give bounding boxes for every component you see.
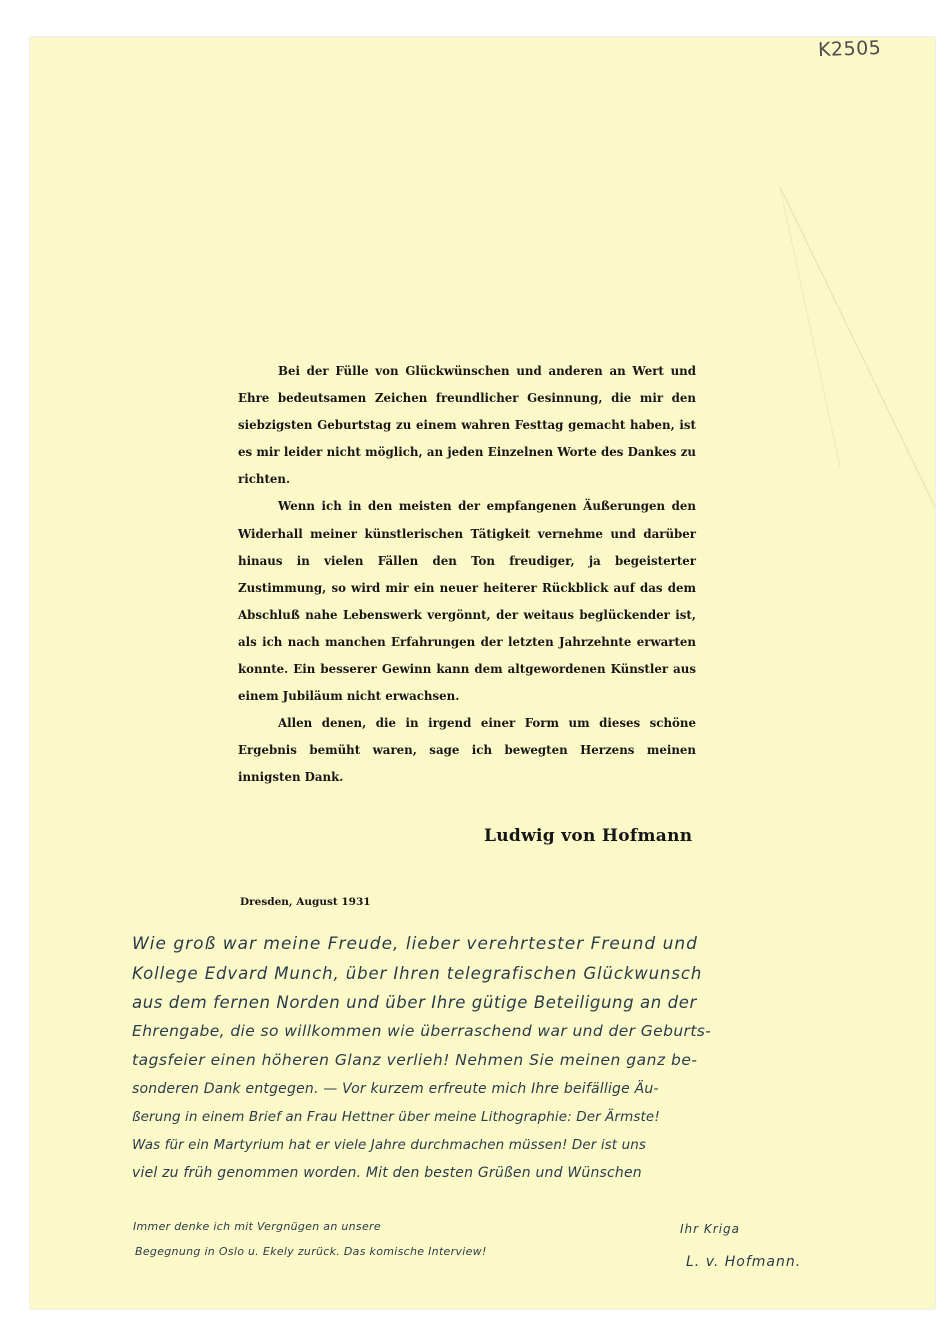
handwritten-line: Was für ein Martyrium hat er viele Jahre durchmachen müssen! Der ist uns: [132, 1137, 647, 1153]
handwritten-line: ßerung in einem Brief an Frau Hettner über meine Lithographie: Der Ärmste!: [132, 1109, 660, 1125]
dateline: Dresden, August 1931: [240, 896, 371, 908]
handwritten-line: aus dem fernen Norden und über Ihre gütige Beteiligung an der: [132, 993, 697, 1012]
handwritten-closing: Ihr Kriga: [680, 1222, 740, 1236]
handwritten-signature: L. v. Hofmann.: [686, 1254, 802, 1270]
printed-signature: Ludwig von Hofmann: [484, 826, 693, 846]
handwritten-line: viel zu früh genommen worden. Mit den besten Grüßen und Wünschen: [132, 1165, 642, 1181]
printed-letter-body: [238, 358, 696, 792]
letter-paragraph: Allen denen, die in irgend einer Form um dieses schöne Ergebnis bemüht waren, sage ich bewegten Herzens meinen innigsten Dank.: [238, 716, 696, 785]
letter-paragraph: Wenn ich in den meisten der empfangenen Äußerungen den Widerhall meiner künstlerischen Tätigkeit vernehme und darüber hinaus in vielen Fällen den Ton freudiger, ja begeisterter Zustimmung, so wird mir ein neuer heiterer Rückblick auf das dem Abschluß nahe Lebenswerk vergönnt, der weitaus beglückender ist, als ich nach manchen Erfahrungen der letzten Jahrzehnte erwarten konnte. Ein besserer Gewinn kann dem altgewordenen Künstler aus einem Jubiläum nicht erwachsen.: [238, 499, 696, 704]
handwritten-line: Kollege Edvard Munch, über Ihren telegrafischen Glückwunsch: [132, 964, 703, 983]
handwritten-line: tagsfeier einen höheren Glanz verlieh! Nehmen Sie meinen ganz be-: [132, 1051, 698, 1069]
handwritten-line: sonderen Dank entgegen. — Vor kurzem erfreute mich Ihre beifällige Äu-: [132, 1081, 659, 1097]
handwritten-line: Wie groß war meine Freude, lieber verehrtester Freund und: [132, 934, 698, 954]
archive-number: K2505: [817, 36, 882, 62]
handwritten-line: Ehrengabe, die so willkommen wie überraschend war und der Geburts-: [132, 1022, 712, 1040]
letter-paragraph: Bei der Fülle von Glückwünschen und anderen an Wert und Ehre bedeutsamen Zeichen freundlicher Gesinnung, die mir den siebzigsten Geburtstag zu einem wahren Festtag gemacht haben, ist es mir leider nicht möglich, an jeden Einzelnen Worte des Dankes zu richten.: [238, 364, 696, 487]
handwritten-note: [132, 930, 892, 1187]
postscript-line: Begegnung in Oslo u. Ekely zurück. Das komische Interview!: [135, 1245, 487, 1258]
postscript-line: Immer denke ich mit Vergnügen an unsere: [133, 1220, 381, 1233]
